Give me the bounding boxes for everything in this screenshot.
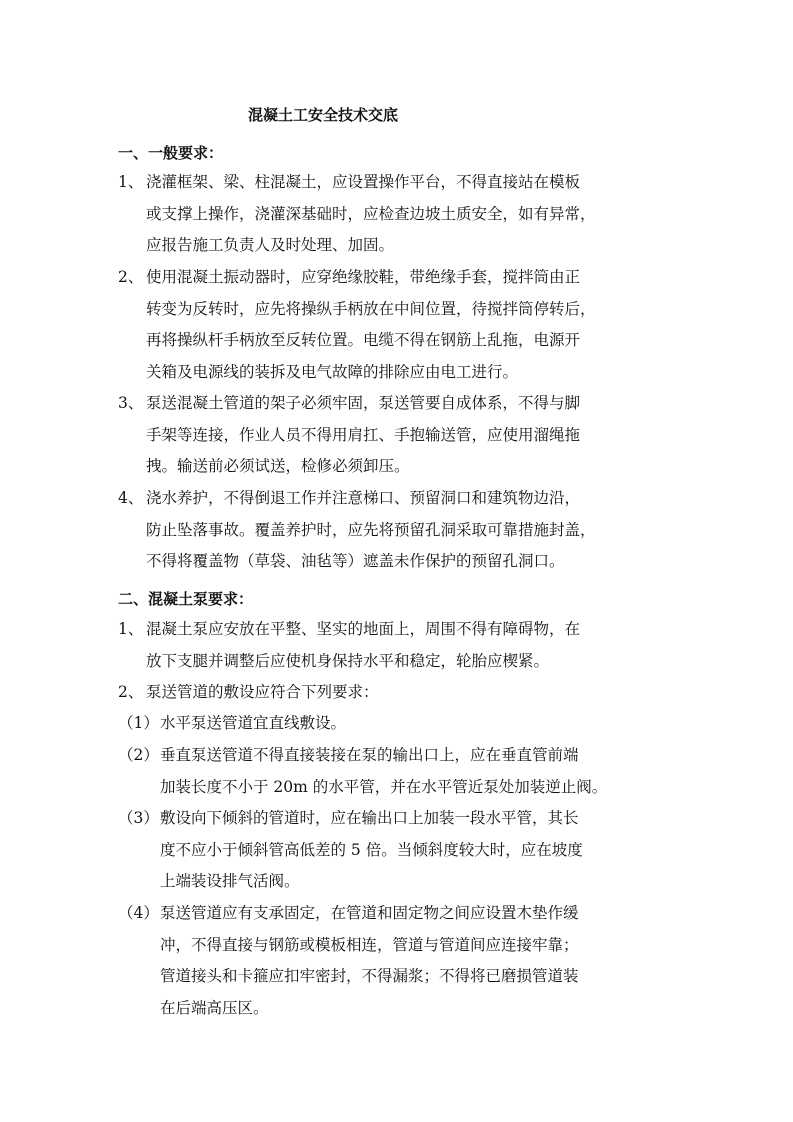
item-number: 1、 (118, 173, 144, 191)
item-line: 水平泵送管道宜直线敷设。 (160, 714, 347, 732)
item-line: 混凝土泵应安放在平整、坚实的地面上，周围不得有障碍物，在 (146, 620, 581, 638)
item-line: 转变为反转时，应先将操纵手柄放在中间位置，待搅拌筒停转后， (146, 299, 596, 318)
item-line: 度不应小于倾斜管高低差的 5 倍。当倾斜度较大时，应在坡度 (160, 840, 583, 859)
item-line: 敷设向下倾斜的管道时，应在输出口上加装一段水平管，其长 (160, 809, 579, 827)
item-line: 上端装设排气活阀。 (160, 872, 300, 891)
item-line: 防止坠落事故。覆盖养护时，应先将预留孔洞采取可靠措施封盖， (146, 520, 596, 539)
item-line: 冲，不得直接与钢筋或模板相连，管道与管道间应连接牢靠； (160, 935, 579, 954)
item-line: 泵送管道的敷设应符合下列要求： (146, 683, 379, 701)
list-item (118, 614, 580, 677)
item-line: 泵送混凝土管道的架子必须牢固，泵送管要自成体系，不得与脚 (146, 394, 581, 412)
item-line: 在后端高压区。 (160, 998, 269, 1017)
section-heading: 一、一般要求： (118, 144, 224, 162)
sub-item-number: （4） (118, 904, 159, 922)
item-line: 应报告施工负责人及时处理、加固。 (146, 236, 395, 255)
item-line: 再将操纵杆手柄放至反转位置。电缆不得在钢筋上乱拖，电源开 (146, 331, 581, 350)
item-line: 关箱及电源线的装拆及电气故障的排除应由电工进行。 (146, 362, 519, 381)
sub-item (118, 708, 346, 740)
document-title: 混凝土工安全技术交底 (248, 106, 399, 124)
item-number: 1、 (118, 620, 144, 638)
sub-item (118, 898, 579, 1024)
sub-item-number: （3） (118, 809, 159, 827)
item-line: 泵送管道应有支承固定，在管道和固定物之间应设置木垫作缓 (160, 904, 579, 922)
item-number: 2、 (118, 268, 144, 286)
item-line: 浇灌框架、梁、柱混凝土，应设置操作平台，不得直接站在模板 (146, 173, 581, 191)
sub-item-number: （1） (118, 714, 159, 732)
item-line: 使用混凝土振动器时，应穿绝缘胶鞋，带绝缘手套，搅拌筒由正 (146, 268, 581, 286)
item-number: 3、 (118, 394, 144, 412)
sub-item (118, 740, 607, 803)
list-item (118, 483, 596, 578)
sub-item-number: （2） (118, 746, 159, 764)
item-line: 手架等连接，作业人员不得用肩扛、手抱输送管，应使用溜绳拖 (146, 425, 581, 444)
item-line: 垂直泵送管道不得直接装接在泵的输出口上，应在垂直管前端 (160, 746, 579, 764)
item-line: 放下支腿并调整后应使机身保持水平和稳定，轮胎应楔紧。 (146, 651, 550, 670)
sub-item (118, 803, 583, 898)
item-line: 加装长度不小于 20m 的水平管，并在水平管近泵处加装逆止阀。 (160, 777, 608, 796)
item-number: 2、 (118, 683, 144, 701)
list-item (118, 677, 379, 709)
section-heading: 二、混凝土泵要求： (118, 590, 254, 608)
list-item (118, 388, 580, 483)
list-item (118, 262, 596, 388)
item-line: 管道接头和卡箍应扣牢密封，不得漏浆；不得将已磨损管道装 (160, 967, 579, 986)
item-number: 4、 (118, 489, 144, 507)
item-line: 或支撑上操作，浇灌深基础时，应检查边坡土质安全，如有异常， (146, 204, 596, 223)
item-line: 拽。输送前必须试送，检修必须卸压。 (146, 457, 410, 476)
list-item (118, 167, 596, 262)
item-line: 不得将覆盖物（草袋、油毡等）遮盖未作保护的预留孔洞口。 (146, 552, 565, 571)
item-line: 浇水养护，不得倒退工作并注意梯口、预留洞口和建筑物边沿， (146, 489, 581, 507)
